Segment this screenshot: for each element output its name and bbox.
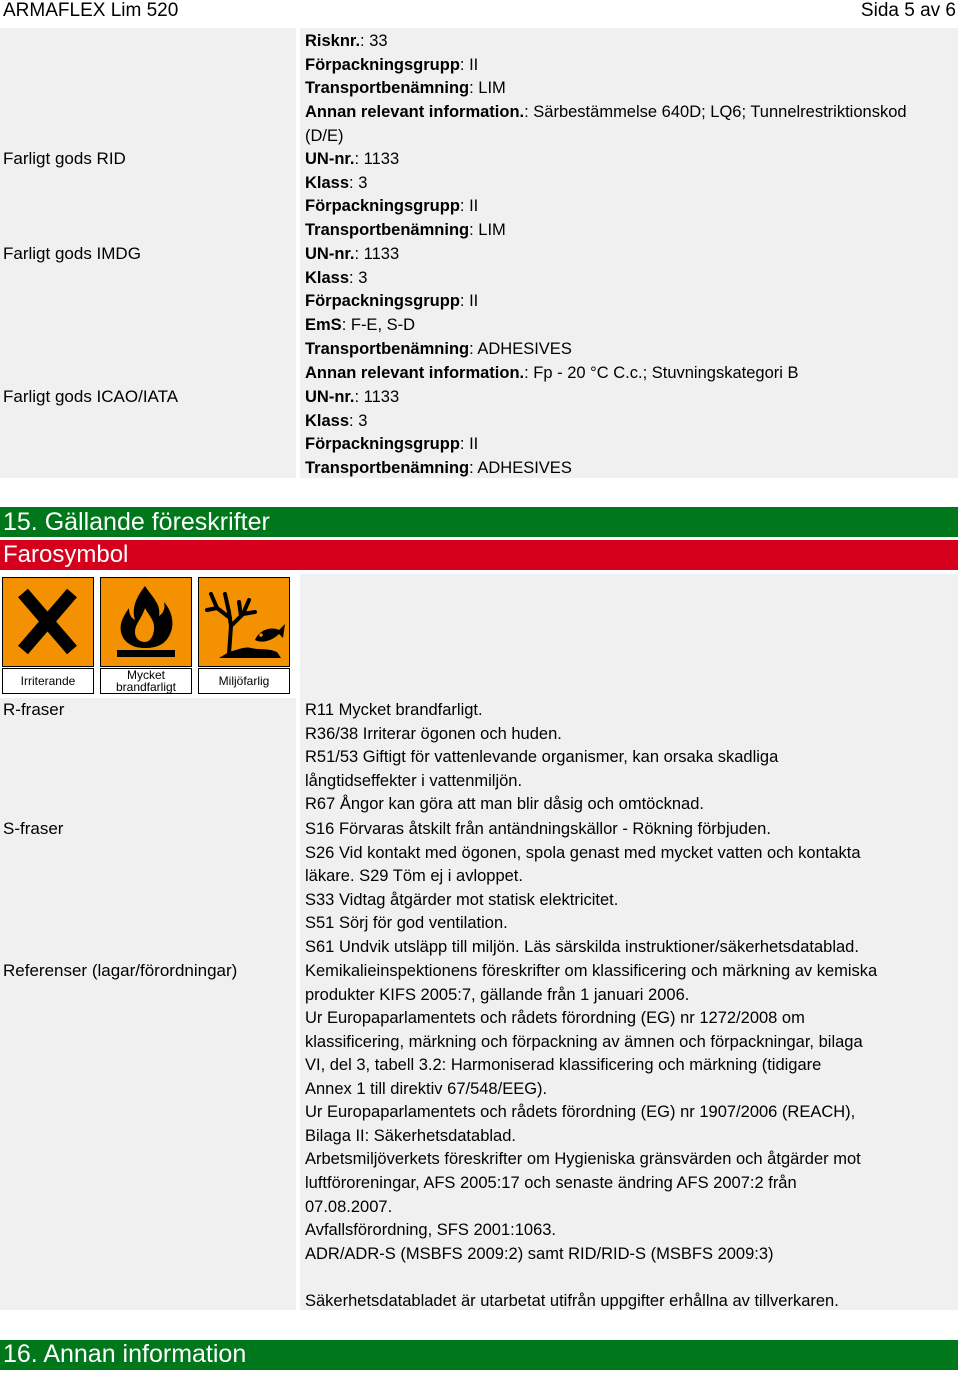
imdg-transport-line (305, 267, 367, 289)
document-title: ARMAFLEX Lim 520 (3, 0, 179, 21)
icao-transport-line (305, 433, 478, 455)
field-key: UN-nr. (305, 150, 355, 168)
farosymbol-heading-bar (0, 540, 958, 570)
imdg-transport-line (305, 290, 478, 312)
field-key: Transportbenämning (305, 221, 470, 240)
field-value: Särbestämmelse 640D; LQ6; Tunnelrestriktionskod (533, 103, 907, 122)
field-separator: : (524, 103, 534, 122)
reference-line: Ur Europaparlamentets och rådets förordning (EG) nr 1272/2008 om (305, 1009, 805, 1028)
reference-line: Arbetsmiljöverkets föreskrifter om Hygieniska gränsvärden och åtgärder mot (305, 1150, 861, 1169)
field-value: II (469, 292, 479, 311)
reference-line: VI, del 3, tabell 3.2: Harmoniserad klassificering och märkning (tidigare (305, 1056, 822, 1075)
s-phrase-line: läkare. S29 Töm ej i avloppet. (305, 867, 523, 886)
page-header (0, 0, 960, 24)
imdg-transport-line (305, 362, 799, 384)
top-transport-line (305, 77, 506, 99)
field-value: (D/E) (305, 126, 344, 145)
field-key: UN-nr. (305, 388, 355, 406)
s-fraser-label: S-fraser (3, 819, 64, 838)
reference-line: produkter KIFS 2005:7, gällande från 1 januari 2006. (305, 985, 690, 1004)
field-key: Transportbenämning (305, 79, 470, 98)
reference-line: Avfallsförordning, SFS 2001:1063. (305, 1221, 557, 1240)
field-separator: : (349, 173, 359, 192)
rid-label: Farligt gods RID (3, 149, 126, 168)
sds-footnote: Säkerhetsdatabladet är utarbetat utifrån uppgifter erhållna av tillverkaren. (305, 1292, 839, 1310)
reference-line: Kemikalieinspektionens föreskrifter om klassificering och märkning av kemiska (305, 962, 878, 980)
field-key: Risknr. (305, 32, 361, 50)
field-value: F-E, S-D (350, 316, 416, 335)
rid-transport-line (305, 219, 506, 241)
field-separator: : (459, 292, 470, 311)
field-key: Annan relevant information. (305, 363, 525, 382)
field-key: Transportbenämning (305, 339, 470, 358)
reference-line: luftföroreningar, AFS 2005:17 och senaste ändring AFS 2007:2 från (305, 1173, 797, 1192)
top-transport-line (305, 54, 478, 76)
field-separator: : (349, 411, 359, 430)
imdg-transport-line (305, 314, 415, 336)
field-key: Förpackningsgrupp (305, 197, 460, 216)
field-separator: : (354, 388, 364, 406)
field-value: 3 (358, 173, 368, 192)
field-value: 3 (358, 411, 368, 430)
section-15-heading-bar (0, 507, 958, 537)
page-number: Sida 5 av 6 (860, 0, 956, 21)
dead-tree-fish-icon (198, 577, 290, 667)
field-key: Klass (305, 268, 350, 287)
reference-line: Annex 1 till direktiv 67/548/EEG). (305, 1079, 548, 1098)
field-separator: : (469, 221, 479, 240)
section-16-heading: 16. Annan information (3, 1340, 247, 1368)
reference-line: ADR/ADR-S (MSBFS 2009:2) samt RID/RID-S (MSBFS 2009:3) (305, 1244, 774, 1263)
symbol-label-flammable: Mycket brandfarligt (100, 668, 192, 694)
section-16-heading-bar (0, 1340, 958, 1370)
field-value: LIM (478, 79, 506, 98)
field-key: Förpackningsgrupp (305, 292, 460, 311)
r-fraser-label: R-fraser (3, 700, 65, 719)
field-separator: : (524, 363, 534, 382)
field-separator: : (349, 268, 359, 287)
icao-label: Farligt gods ICAO/IATA (3, 387, 179, 406)
field-separator: : (354, 245, 364, 263)
field-key: Förpackningsgrupp (305, 435, 460, 454)
field-key: EmS (305, 316, 342, 335)
field-value: II (469, 197, 479, 216)
irritant-x-icon (2, 577, 94, 667)
top-transport-line (305, 125, 344, 147)
referenser-label: Referenser (lagar/förordningar) (3, 961, 238, 980)
field-value: 1133 (363, 245, 400, 263)
reference-line: Ur Europaparlamentets och rådets förordning (EG) nr 1907/2006 (REACH), (305, 1103, 856, 1122)
rid-transport-line (305, 172, 367, 194)
field-separator: : (360, 32, 370, 50)
farosymbol-heading: Farosymbol (3, 541, 129, 568)
icao-transport-line (305, 386, 399, 408)
s-phrase-line: S61 Undvik utsläpp till miljön. Läs särskilda instruktioner/säkerhetsdatablad. (305, 937, 859, 956)
flame-icon (100, 577, 192, 667)
section-15-heading: 15. Gällande föreskrifter (3, 508, 270, 536)
symbol-area-background (300, 574, 958, 698)
field-value: ADHESIVES (477, 339, 572, 358)
reference-line: Bilaga II: Säkerhetsdatablad. (305, 1126, 516, 1145)
field-value: 1133 (363, 388, 400, 406)
field-key: Transportbenämning (305, 459, 470, 478)
field-key: Klass (305, 411, 350, 430)
field-key: UN-nr. (305, 245, 355, 263)
field-value: 33 (369, 32, 388, 50)
field-key: Annan relevant information. (305, 103, 525, 122)
field-value: II (469, 55, 479, 74)
icao-transport-line (305, 457, 572, 479)
symbol-label-irritant: Irriterande (2, 668, 94, 694)
s-phrase-line: S51 Sörj för god ventilation. (305, 914, 508, 933)
r-phrase-line: R36/38 Irriterar ögonen och huden. (305, 724, 562, 743)
r-phrase-line: långtidseffekter i vattenmiljön. (305, 771, 523, 790)
s-phrase-line: S33 Vidtag åtgärder mot statisk elektricitet. (305, 890, 619, 909)
field-value: LIM (478, 221, 506, 240)
reference-line: 07.08.2007. (305, 1197, 393, 1216)
r-phrase-line: R51/53 Giftigt för vattenlevande organismer, kan orsaka skadliga (305, 748, 779, 767)
field-value: 3 (358, 268, 368, 287)
field-separator: : (469, 339, 478, 358)
field-separator: : (459, 197, 470, 216)
regulations-label-column (0, 698, 296, 1310)
s-phrase-line: S26 Vid kontakt med ögonen, spola genast med mycket vatten och kontakta (305, 843, 861, 862)
field-separator: : (459, 435, 470, 454)
symbol-label-environment: Miljöfarlig (198, 668, 290, 694)
top-transport-line (305, 101, 907, 123)
field-value: Fp - 20 °C C.c.; Stuvningskategori B (533, 363, 799, 382)
field-separator: : (469, 79, 479, 98)
field-key: Förpackningsgrupp (305, 55, 460, 74)
top-transport-line (305, 30, 388, 52)
rid-transport-line (305, 195, 478, 217)
r-phrase-line: R67 Ångor kan göra att man blir dåsig och omtöcknad. (305, 795, 704, 814)
field-value: ADHESIVES (477, 459, 572, 478)
field-value: 1133 (363, 150, 400, 168)
field-separator: : (459, 55, 470, 74)
imdg-transport-line (305, 338, 572, 360)
field-separator: : (341, 316, 351, 335)
icao-transport-line (305, 410, 367, 432)
rid-transport-line (305, 148, 399, 170)
field-separator: : (469, 459, 478, 478)
field-separator: : (354, 150, 364, 168)
field-key: Klass (305, 173, 350, 192)
imdg-label: Farligt gods IMDG (3, 244, 141, 263)
r-phrase-line: R11 Mycket brandfarligt. (305, 701, 483, 719)
field-value: II (469, 435, 479, 454)
s-phrase-line: S16 Förvaras åtskilt från antändningskällor - Rökning förbjuden. (305, 820, 771, 838)
reference-line: klassificering, märkning och förpackning av ämnen och förpackningar, bilaga (305, 1032, 863, 1051)
imdg-transport-line (305, 243, 399, 265)
